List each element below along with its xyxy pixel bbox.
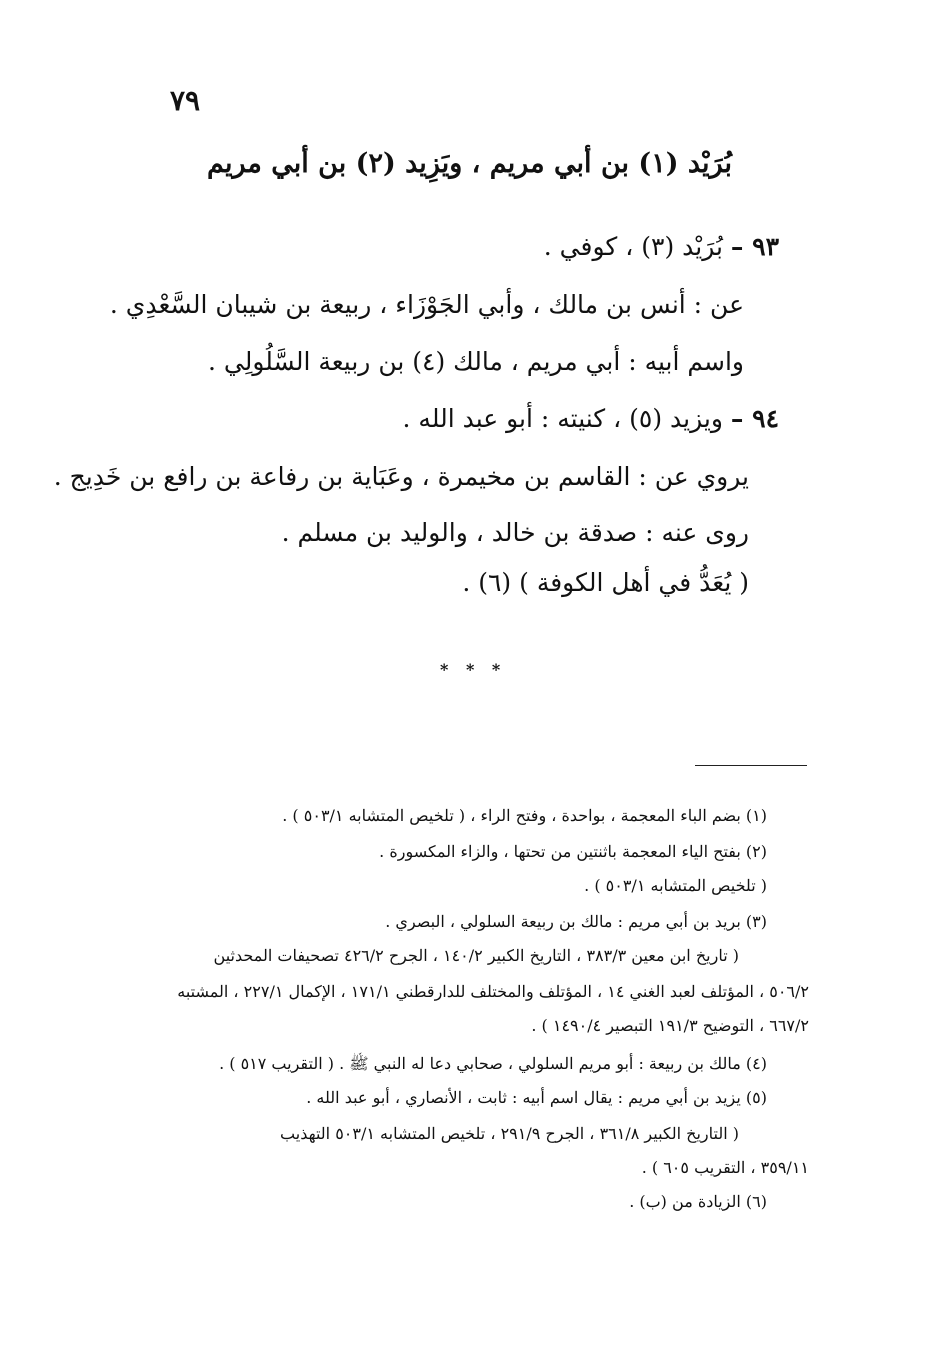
entry-93-narrators: عن : أنس بن مالك ، وأبي الجَوْزَاء ، ربيعة بن شيبان السَّعْدِي . [109,290,744,319]
footnote-3: (٣) بريد بن أبي مريم : مالك بن ربيعة السلولي ، البصري . [385,912,767,931]
footnote-5-sources: ( التاريخ الكبير ٣٦١/٨ ، الجرح ٢٩١/٩ ، تلخيص المتشابه ٥٠٣/١ التهذيب [280,1124,739,1143]
footnote-5: (٥) يزيد بن أبي مريم : يقال اسم أبيه : ثابت ، الأنصاري ، أبو عبد الله . [306,1088,767,1107]
entry-93-line [544,232,779,261]
entry-93-number: ٩٣ – [730,232,779,261]
footnote-2-continuation: ( تلخيص المتشابه ٥٠٣/١ ) . [584,876,767,895]
entry-94-number: ٩٤ – [730,404,779,433]
entry-93-father-name: واسم أبيه : أبي مريم ، مالك (٤) بن ربيعة السَّلُولِي . [207,347,744,376]
entry-94-narrated-by: روى عنه : صدقة بن خالد ، والوليد بن مسلم . [281,518,749,547]
footnote-4: (٤) مالك بن ربيعة : أبو مريم السلولي ، صحابي دعا له النبي ﷺ . ( التقريب ٥١٧ ) . [219,1054,767,1073]
entry-94-name: ويزيد (٥) ، كنيته : أبو عبد الله . [402,404,731,433]
footnote-6: (٦) الزيادة من (ب) . [629,1192,767,1211]
footnote-5-sources-line-2: ٣٥٩/١١ ، التقريب ٦٠٥ ) . [641,1158,809,1177]
entry-93-name: بُرَيْد (٣) ، كوفي . [543,232,731,261]
footnote-3-sources-line-2: ٥٠٦/٢ ، المؤتلف لعبد الغني ١٤ ، المؤتلف والمختلف للدارقطني ١٧١/١ ، الإكمال ٢٢٧/١ ، المشتبه [177,982,809,1001]
footnote-divider [695,765,807,766]
entry-94-narrates-from: يروي عن : القاسم بن مخيمرة ، وعَبَاية بن رفاعة بن رافع بن خَدِيج . [53,462,749,491]
entry-94-note: ( يُعَدُّ في أهل الكوفة ) (٦) . [462,568,749,597]
entry-94-line [403,404,779,433]
page-number: ٧٩ [170,84,201,117]
section-separator: * * * [440,660,507,679]
footnote-1: (١) بضم الباء المعجمة ، بواحدة ، وفتح الراء ، ( تلخيص المتشابه ٥٠٣/١ ) . [282,806,767,825]
footnote-2: (٢) بفتح الياء المعجمة باثنتين من تحتها ، والزاء المكسورة . [379,842,767,861]
page-title: بُرَيْد (١) بن أبي مريم ، ويَزِيد (٢) بن أبي مريم [207,148,732,179]
footnote-3-sources-line-3: ٦٦٧/٢ ، التوضيح ١٩١/٣ التبصير ١٤٩٠/٤ ) . [531,1016,809,1035]
footnote-3-sources: ( تاريخ ابن معين ٣٨٣/٣ ، التاريخ الكبير ١٤٠/٢ ، الجرح ٤٢٦/٢ تصحيفات المحدثين [213,946,739,965]
